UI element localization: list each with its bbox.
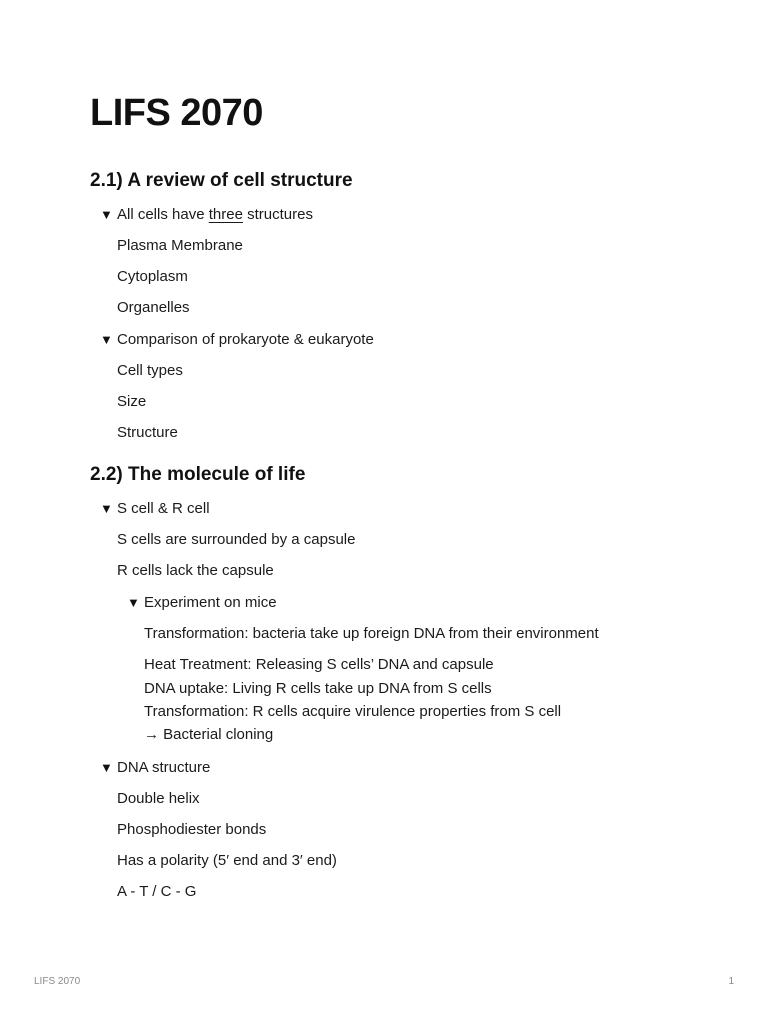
paragraph: Transformation: bacteria take up foreign DNA from their environment	[144, 625, 599, 642]
list-item: Structure	[117, 424, 178, 441]
paragraph-line: DNA uptake: Living R cells take up DNA from S cells	[144, 680, 492, 697]
list-item: Cell types	[117, 362, 183, 379]
toggle-triangle-icon[interactable]: ▼	[100, 332, 113, 347]
list-item: Organelles	[117, 299, 190, 316]
section-heading-2-1: 2.1) A review of cell structure	[90, 170, 353, 191]
footer-page-number: 1	[728, 976, 734, 987]
paragraph-line: Transformation: R cells acquire virulence properties from S cell	[144, 703, 562, 720]
toggle-triangle-icon[interactable]: ▼	[100, 207, 113, 222]
list-item: Double helix	[117, 790, 200, 807]
footer-doc-title: LIFS 2070	[34, 976, 81, 987]
underlined-word: three	[208, 206, 243, 223]
toggle-triangle-icon[interactable]: ▼	[100, 760, 113, 775]
toggle-s-cell-r-cell[interactable]: S cell & R cell	[117, 500, 210, 517]
paragraph-line: → Bacterial cloning	[144, 726, 274, 743]
section-heading-2-2: 2.2) The molecule of life	[90, 464, 306, 485]
list-item: Plasma Membrane	[117, 237, 243, 254]
toggle-comparison[interactable]: Comparison of prokaryote & eukaryote	[117, 331, 374, 348]
paragraph-line: Heat Treatment: Releasing S cells’ DNA and capsule	[144, 656, 494, 673]
toggle-triangle-icon[interactable]: ▼	[127, 595, 140, 610]
toggle-triangle-icon[interactable]: ▼	[100, 501, 113, 516]
list-item: A - T / C - G	[117, 883, 197, 900]
toggle-all-cells-three[interactable]	[117, 205, 313, 225]
list-item: Has a polarity (5′ end and 3′ end)	[117, 852, 337, 869]
toggle-dna-structure[interactable]: DNA structure	[117, 759, 211, 776]
list-item: Cytoplasm	[117, 268, 188, 285]
toggle-label-pre: All cells have	[117, 206, 209, 223]
toggle-label-post: structures	[242, 206, 313, 223]
list-item: S cells are surrounded by a capsule	[117, 531, 356, 548]
toggle-experiment-on-mice[interactable]: Experiment on mice	[144, 594, 277, 611]
page-title: LIFS 2070	[90, 92, 263, 134]
list-item: R cells lack the capsule	[117, 562, 274, 579]
list-item: Size	[117, 393, 147, 410]
list-item: Phosphodiester bonds	[117, 821, 267, 838]
